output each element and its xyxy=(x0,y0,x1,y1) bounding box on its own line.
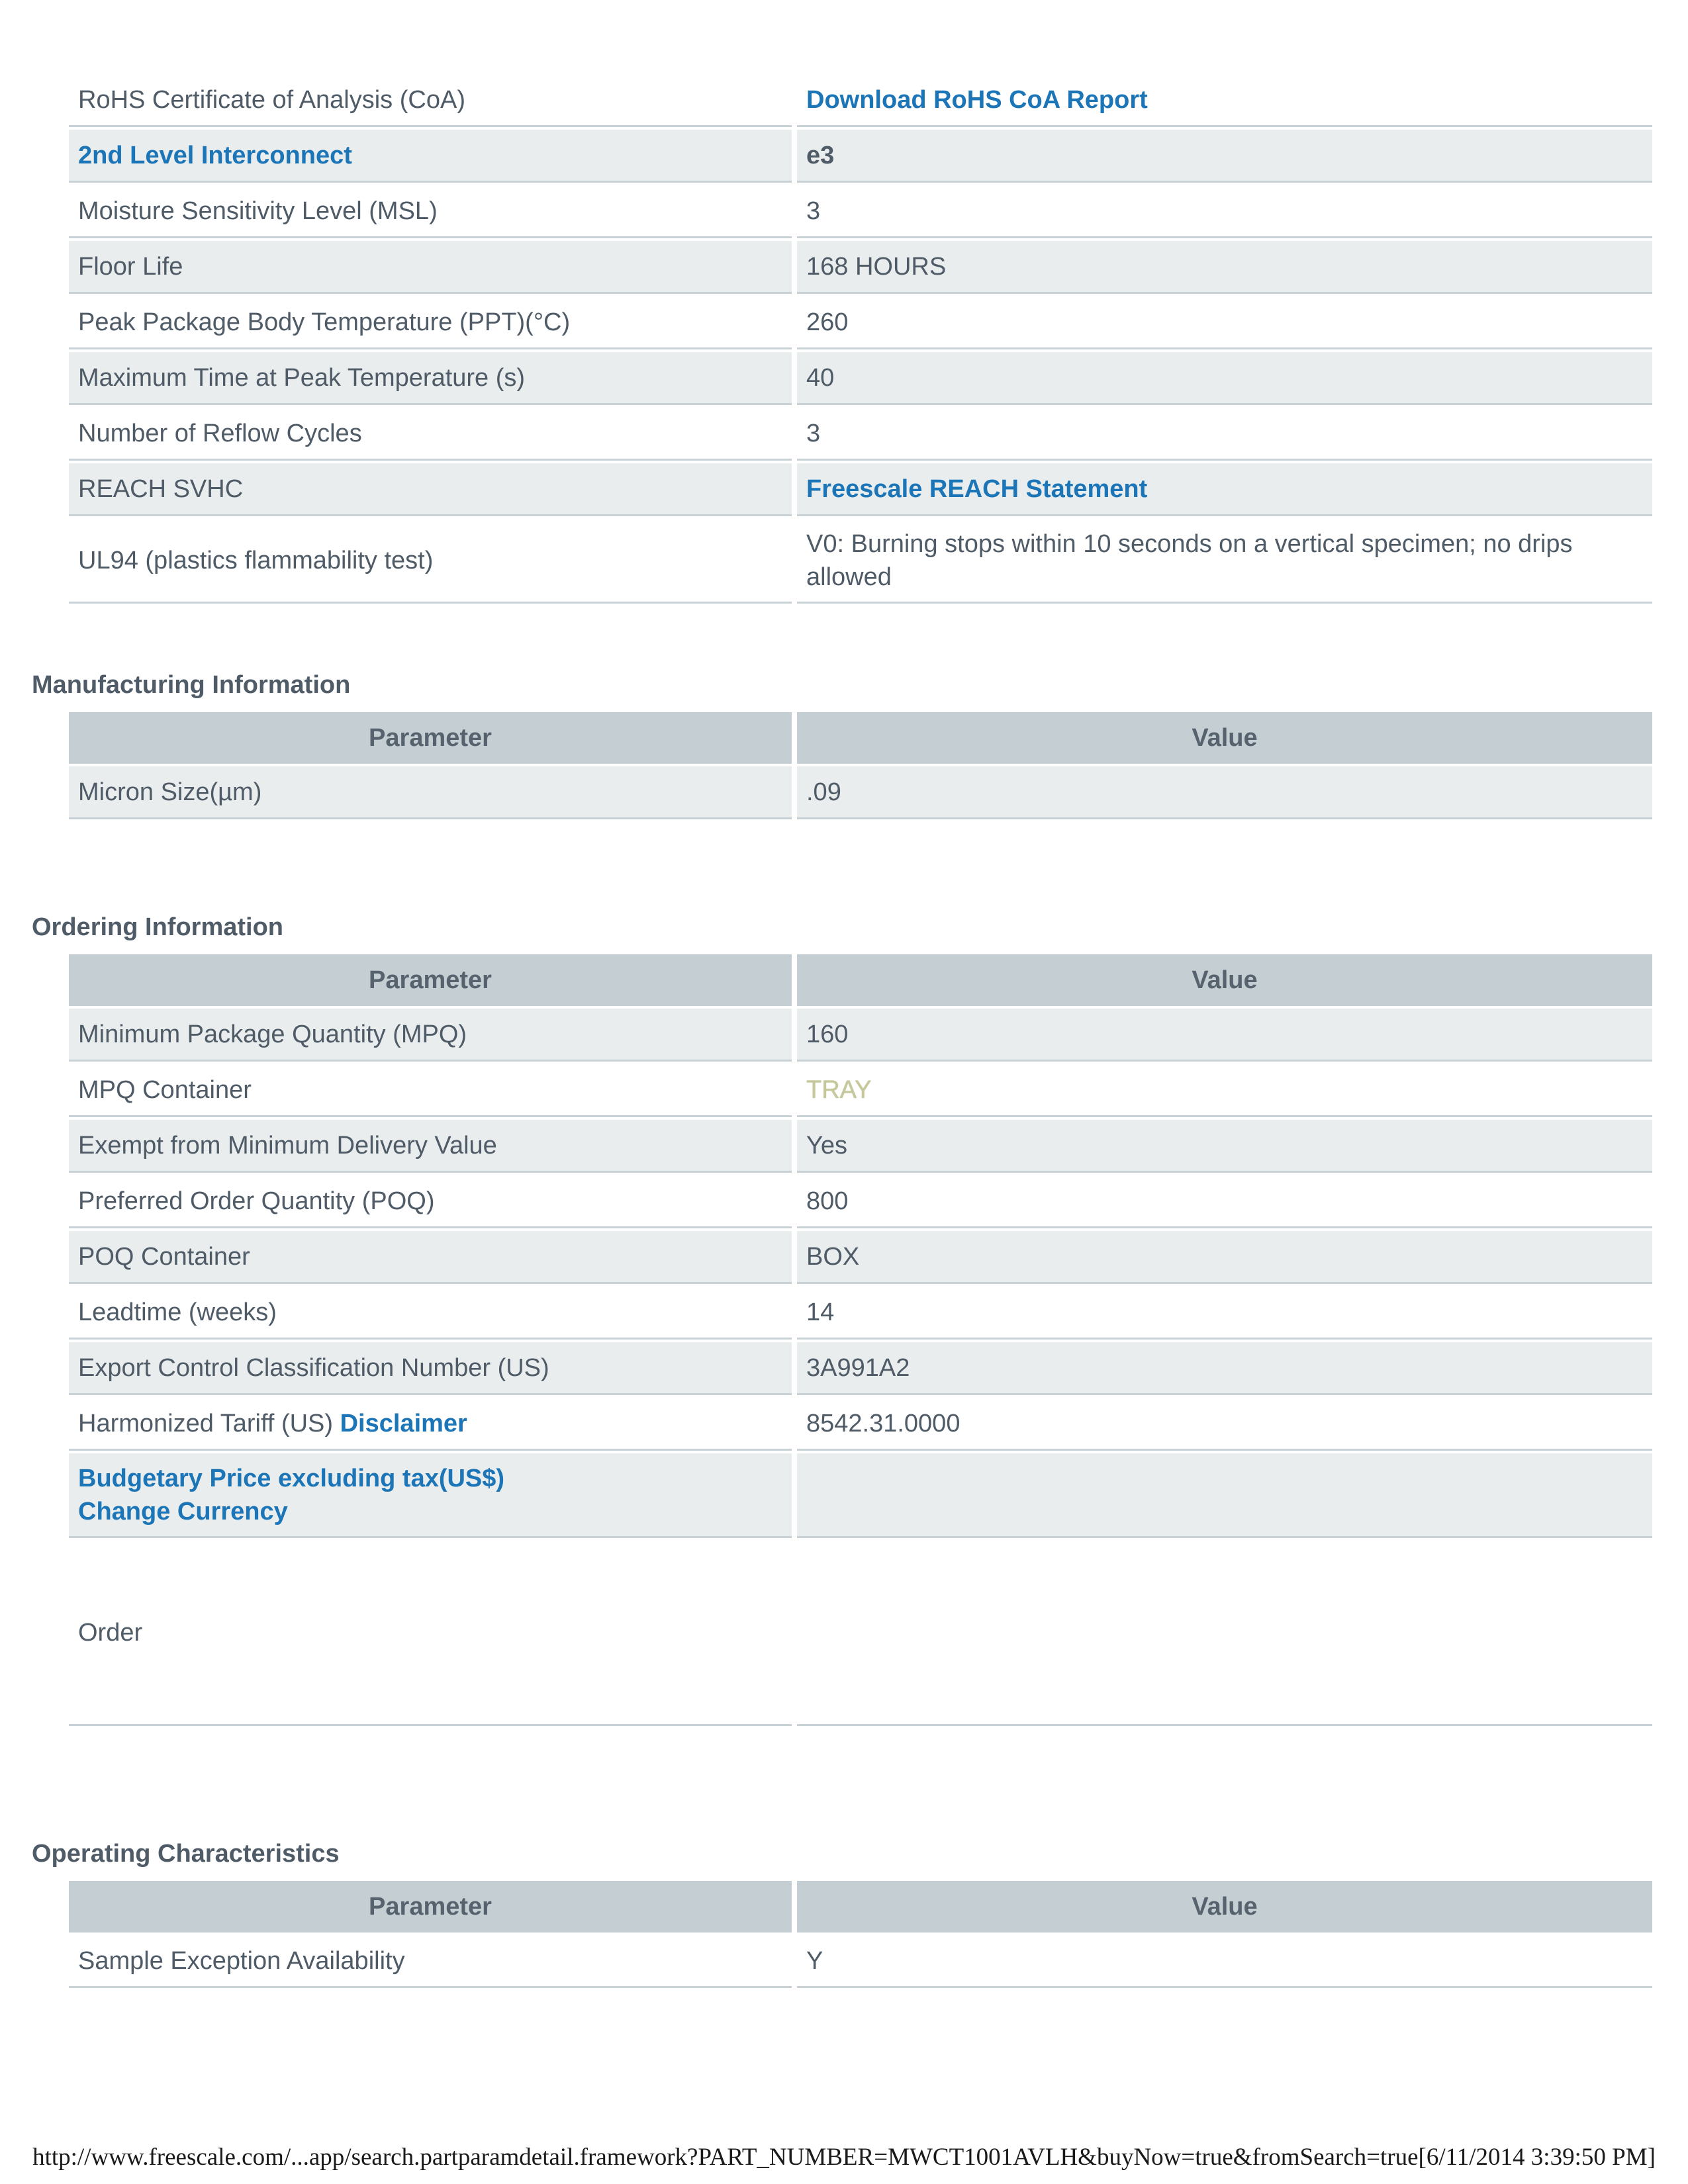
order-label: Order xyxy=(69,1541,792,1726)
table-row xyxy=(69,1009,1652,1062)
reach-statement-link[interactable]: Freescale REACH Statement xyxy=(797,463,1652,516)
table-row xyxy=(69,1398,1652,1451)
param-cell: POQ Container xyxy=(69,1231,792,1284)
param-cell: Leadtime (weeks) xyxy=(69,1287,792,1340)
value-cell: 160 xyxy=(797,1009,1652,1062)
value-cell: e3 xyxy=(797,130,1652,183)
param-cell: Export Control Classification Number (US) xyxy=(69,1342,792,1395)
param-cell: Minimum Package Quantity (MPQ) xyxy=(69,1009,792,1062)
param-cell: RoHS Certificate of Analysis (CoA) xyxy=(69,74,792,127)
table-row xyxy=(69,408,1652,461)
value-cell: BOX xyxy=(797,1231,1652,1284)
table-row xyxy=(69,130,1652,183)
param-cell xyxy=(69,1453,792,1538)
parameter-header: Parameter xyxy=(69,712,792,764)
value-header: Value xyxy=(797,954,1652,1006)
operating-section-title: Operating Characteristics xyxy=(32,1840,340,1868)
table-row xyxy=(69,1287,1652,1340)
value-cell: TRAY xyxy=(797,1064,1652,1117)
value-cell: 8542.31.0000 xyxy=(797,1398,1652,1451)
table-row xyxy=(69,1175,1652,1228)
value-cell: V0: Burning stops within 10 seconds on a vertical specimen; no drips allowed xyxy=(797,519,1652,604)
table-row xyxy=(69,296,1652,349)
value-cell: .09 xyxy=(797,766,1652,819)
table-header-row xyxy=(69,1881,1652,1933)
rohs-coa-report-link[interactable]: Download RoHS CoA Report xyxy=(797,74,1652,127)
operating-table xyxy=(64,1878,1658,1991)
table-row xyxy=(69,1935,1652,1988)
value-cell xyxy=(797,1541,1652,1726)
manufacturing-table xyxy=(64,709,1658,822)
table-row xyxy=(69,352,1652,405)
page-footer-url: http://www.freescale.com/...app/search.partparamdetail.framework?PART_NUMBER=MWCT1001AVLH&buyNow=true&fromSearch=true[6/11/2014 3:39:50 PM] xyxy=(32,2144,1656,2171)
2nd-level-interconnect-link[interactable]: 2nd Level Interconnect xyxy=(69,130,792,183)
table-row xyxy=(69,463,1652,516)
param-cell: UL94 (plastics flammability test) xyxy=(69,519,792,604)
budgetary-price-link[interactable]: Budgetary Price excluding tax(US$) xyxy=(78,1464,505,1492)
ordering-table xyxy=(64,952,1658,1729)
param-cell: Sample Exception Availability xyxy=(69,1935,792,1988)
param-cell: Moisture Sensitivity Level (MSL) xyxy=(69,185,792,238)
value-cell: 3 xyxy=(797,408,1652,461)
value-header: Value xyxy=(797,712,1652,764)
ordering-section-title: Ordering Information xyxy=(32,913,283,941)
parameter-header: Parameter xyxy=(69,954,792,1006)
table-row xyxy=(69,74,1652,127)
value-cell: 168 HOURS xyxy=(797,241,1652,294)
disclaimer-link[interactable]: Disclaimer xyxy=(340,1409,467,1437)
table-row xyxy=(69,1120,1652,1173)
param-cell: Micron Size(µm) xyxy=(69,766,792,819)
param-cell: MPQ Container xyxy=(69,1064,792,1117)
value-cell: 3A991A2 xyxy=(797,1342,1652,1395)
manufacturing-section-title: Manufacturing Information xyxy=(32,671,351,699)
change-currency-link[interactable]: Change Currency xyxy=(78,1497,288,1525)
param-cell: REACH SVHC xyxy=(69,463,792,516)
value-header: Value xyxy=(797,1881,1652,1933)
harmonized-tariff-label: Harmonized Tariff (US) xyxy=(78,1409,334,1437)
table-header-row xyxy=(69,712,1652,764)
table-row xyxy=(69,1064,1652,1117)
param-cell: Number of Reflow Cycles xyxy=(69,408,792,461)
value-cell: Y xyxy=(797,1935,1652,1988)
value-cell: Yes xyxy=(797,1120,1652,1173)
table-row xyxy=(69,766,1652,819)
value-cell: 260 xyxy=(797,296,1652,349)
value-cell: 3 xyxy=(797,185,1652,238)
table-row xyxy=(69,1453,1652,1538)
value-cell: 800 xyxy=(797,1175,1652,1228)
table-row xyxy=(69,1541,1652,1726)
table-row xyxy=(69,1231,1652,1284)
value-cell xyxy=(797,1453,1652,1538)
param-cell: Peak Package Body Temperature (PPT)(°C) xyxy=(69,296,792,349)
table-row xyxy=(69,241,1652,294)
table-header-row xyxy=(69,954,1652,1006)
environmental-table xyxy=(64,71,1658,606)
table-row xyxy=(69,185,1652,238)
table-row xyxy=(69,519,1652,604)
parameter-header: Parameter xyxy=(69,1881,792,1933)
param-cell: Floor Life xyxy=(69,241,792,294)
param-cell: Maximum Time at Peak Temperature (s) xyxy=(69,352,792,405)
param-cell xyxy=(69,1398,792,1451)
param-cell: Preferred Order Quantity (POQ) xyxy=(69,1175,792,1228)
value-cell: 40 xyxy=(797,352,1652,405)
value-cell: 14 xyxy=(797,1287,1652,1340)
table-row xyxy=(69,1342,1652,1395)
param-cell: Exempt from Minimum Delivery Value xyxy=(69,1120,792,1173)
